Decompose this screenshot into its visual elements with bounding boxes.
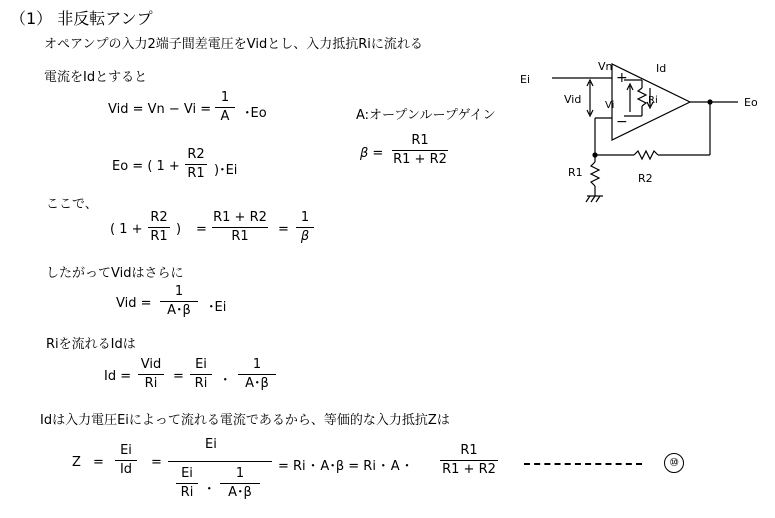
eq6-d1: Id [119,462,133,477]
circuit-minus: − [616,114,628,130]
circuit-label-vid: Vid [564,93,582,106]
eq2-lhs: Eo = ( 1 + [112,159,180,174]
circuit-plus: + [616,70,628,86]
circuit-label-eo: Eo [744,96,758,109]
eq1-lhs: Vid = Vn − Vi = [108,102,212,117]
eq6-inner-d: Ri [180,485,194,500]
eq5-frac1 [138,357,164,392]
circuit-label-ei: Ei [520,73,531,86]
eq4-den: A･β [167,303,191,318]
eq2-den: R1 [187,166,205,181]
shitagatte-text: したがってVidはさらに [46,266,184,281]
eq5-n1: Vid [140,357,162,372]
eq6-big-bar [168,461,272,462]
eq1-den: A [220,109,230,124]
eq3-close: ) [176,222,182,237]
circuit-label-vn: Vn [598,60,613,73]
eq5-dot: ･ [222,373,229,388]
eq6-inner-n2: 1 [235,466,245,481]
eq6-mid: = Ri ･ A･β = Ri ･ A ･ [278,459,411,474]
eq5-n3: 1 [252,357,262,372]
eq3-frac2 [212,210,268,245]
non-inverting-amp-circuit [520,52,770,212]
r2-resistor [634,151,658,159]
eq2-num: R2 [187,147,205,162]
beta-num: R1 [411,133,429,148]
eq3-d3: β [300,229,310,244]
beta-fraction [392,133,448,168]
dashed-leader [524,463,642,465]
eq5-d2: Ri [194,376,208,391]
circuit-label-r1: R1 [568,166,583,179]
eq3-eq1: = [196,222,207,237]
eq6-n-last: R1 [460,443,478,458]
eq5-d1: Ri [144,376,158,391]
eq4-num: 1 [174,284,184,299]
eq3-frac3 [296,210,314,245]
circuit-label-vi: Vi [605,100,615,111]
eq6-d-last: R1 + R2 [442,462,496,477]
eq5-eq: = [173,369,184,384]
section-title: （1） 非反転アンプ [10,9,153,28]
circuit-label-id: Id [656,62,667,75]
eq3-frac1 [148,210,170,245]
eq6-n1: Ei [120,443,132,458]
r1-resistor [591,162,599,186]
eq6-inner-frac1 [176,466,198,501]
intro-line-1: オペアンプの入力2端子間差電圧をVidとし、入力抵抗Riに流れる [44,37,423,52]
kokode-text: ここで、 [46,197,98,212]
eq4-fraction [160,284,198,319]
eq3-n1: R2 [150,210,168,225]
eq6-eq2: = [151,455,162,470]
eq6-big-num: Ei [205,437,217,452]
eq3-d2: R1 [231,229,249,244]
eq6-inner-dot: ･ [206,482,213,497]
eq5-n2: Ei [195,357,207,372]
eq3-n3: 1 [300,210,310,225]
beta-eq-lhs: β = [360,146,384,161]
circuit-label-ri: Ri [648,95,658,106]
equation-ref-number: ⑩ [664,453,684,473]
ri-resistor [638,88,646,106]
eq1-num: 1 [220,90,230,105]
eq3-open: ( 1 + [110,222,143,237]
ri-line: Riを流れるIdは [46,337,136,352]
eq5-lhs: Id = [104,369,132,384]
eq2-rhs: )･Ei [214,163,238,178]
circuit-label-r2: R2 [638,172,653,185]
eq6-inner-n: Ei [181,466,193,481]
intro-line-2: 電流をIdとすると [44,70,148,85]
eq6-z: Z [72,455,81,470]
eq6-eq: = [93,455,104,470]
eq3-n2: R1 + R2 [213,210,267,225]
eq2-fraction [185,147,207,182]
eq1-fraction [215,90,235,125]
eq3-eq2: = [278,222,289,237]
beta-den: R1 + R2 [393,152,447,167]
eq4-lhs: Vid = [116,296,152,311]
eq1-rhs: ･Eo [244,106,267,121]
eq3-d1: R1 [150,229,168,244]
eq6-frac-last [440,443,498,478]
beta-caption: A:オープンループゲイン [356,108,496,123]
eq6-inner-d2: A･β [228,485,252,500]
final-line: Idは入力電圧Eiによって流れる電流であるから、等価的な入力抵抗Zは [40,413,450,428]
eq4-rhs: ･Ei [208,300,227,315]
eq6-inner-frac2 [220,466,260,501]
eq6-frac1 [115,443,137,478]
eq5-frac3 [238,357,276,392]
eq5-d3: A･β [245,376,269,391]
eq5-frac2 [190,357,212,392]
